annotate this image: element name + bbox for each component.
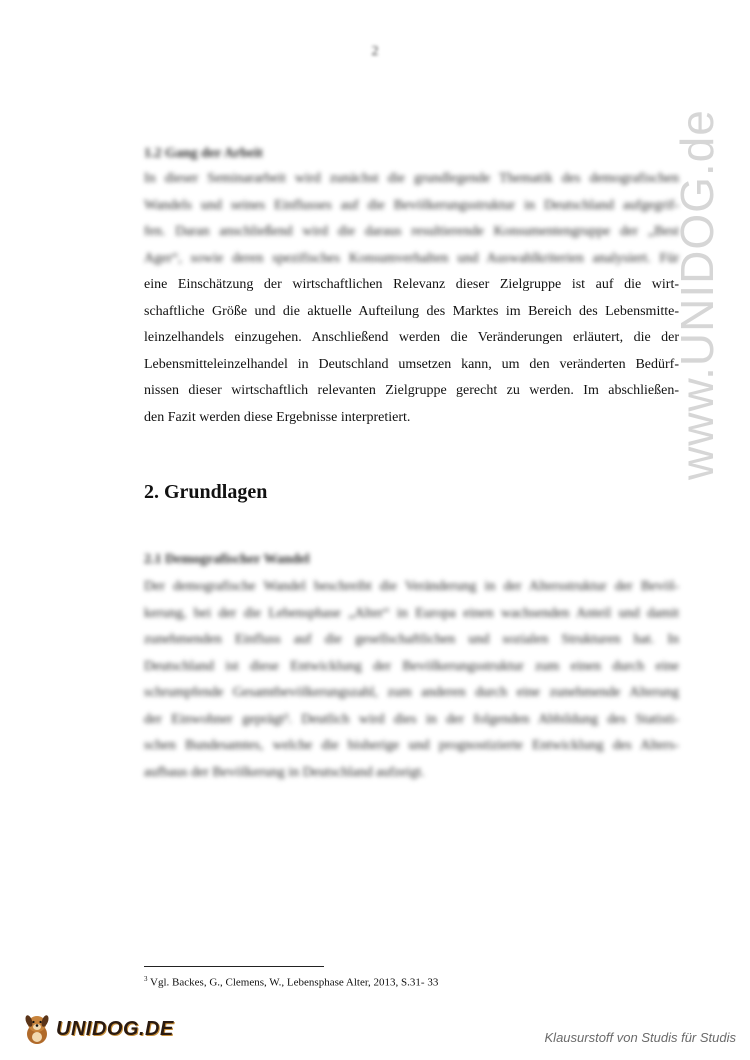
text-line: zunehmenden Einfluss auf die gesellschaftlichen und sozialen Strukturen hat. In	[144, 632, 679, 647]
watermark: www.UNIDOG.de	[671, 109, 723, 480]
section-1-2-blurred-paragraph	[144, 166, 679, 272]
section-2-1-blurred-paragraph	[144, 574, 679, 786]
text-line: den Fazit werden diese Ergebnisse interpretiert.	[144, 409, 411, 425]
text-line: Wandels und seines Einflusses auf die Bevölkerungsstruktur in Deutschland aufgegrif-	[144, 197, 679, 213]
text-line: leinzelhandels einzugehen. Anschließend werden die Veränderungen erläutert, die der	[144, 330, 679, 345]
logo-text: UNIDOG.DE	[56, 1017, 174, 1040]
text-line: schaftliche Größe und die aktuelle Aufteilung des Marktes im Bereich des Lebensmitte-	[144, 303, 679, 319]
text-line: Der demografische Wandel beschreibt die Veränderung in der Altersstruktur der Bevöl-	[144, 579, 679, 594]
text-line: aufbaus der Bevölkerung in Deutschland aufzeigt.	[144, 764, 425, 780]
footnote	[144, 975, 438, 989]
text-line: Ager“, sowie deren spezifisches Konsumverhalten und Auswahlkriterien analysiert. Für	[144, 250, 679, 266]
chapter-2-heading: 2. Grundlagen	[144, 481, 268, 503]
dog-mascot-icon	[22, 1012, 52, 1046]
footnote-rule	[144, 966, 324, 967]
section-2-1-heading: 2.1 Demografischer Wandel	[144, 552, 310, 567]
page-number: 2	[371, 44, 379, 59]
footnote-text: Vgl. Backes, G., Clemens, W., Lebensphase Alter, 2013, S.31- 33	[147, 976, 439, 989]
section-1-2-heading: 1.2 Gang der Arbeit	[144, 146, 263, 161]
section-1-2-paragraph	[144, 272, 679, 431]
text-line: schen Bundesamtes, welche die bisherige und prognostizierte Entwicklung des Alters-	[144, 738, 679, 753]
text-line: Lebensmitteleinzelhandel in Deutschland umsetzen kann, um den veränderten Bedürf-	[144, 356, 679, 372]
footer-slogan: Klausurstoff von Studis für Studis	[544, 1030, 736, 1045]
text-line: eine Einschätzung der wirtschaftlichen Relevanz dieser Zielgruppe ist auf die wirt-	[144, 277, 679, 292]
text-line: Deutschland ist diese Entwicklung der Bevölkerungsstruktur zum einen durch eine	[144, 658, 679, 674]
text-line: kerung, bei der die Lebensphase „Alter“ in Europa einen wachsenden Anteil und damit	[144, 605, 679, 621]
text-line: schrumpfende Gesamtbevölkerungszahl, zum anderen durch eine zunehmende Alterung	[144, 685, 679, 700]
text-line: der Einwohner geprägt³. Deutlich wird dies in der folgenden Abbildung des Statisti-	[144, 711, 679, 727]
footnote-number: 3	[144, 975, 148, 983]
unidog-logo[interactable]	[22, 1012, 174, 1046]
text-line: In dieser Seminararbeit wird zunächst die grundlegende Thematik des demografischen	[144, 171, 679, 186]
text-line: fen. Daran anschließend wird die daraus resultierende Konsumentengruppe der „Best	[144, 224, 679, 239]
text-line: nissen dieser wirtschaftlich relevanten Zielgruppe gerecht zu werden. Im abschließen-	[144, 383, 679, 398]
